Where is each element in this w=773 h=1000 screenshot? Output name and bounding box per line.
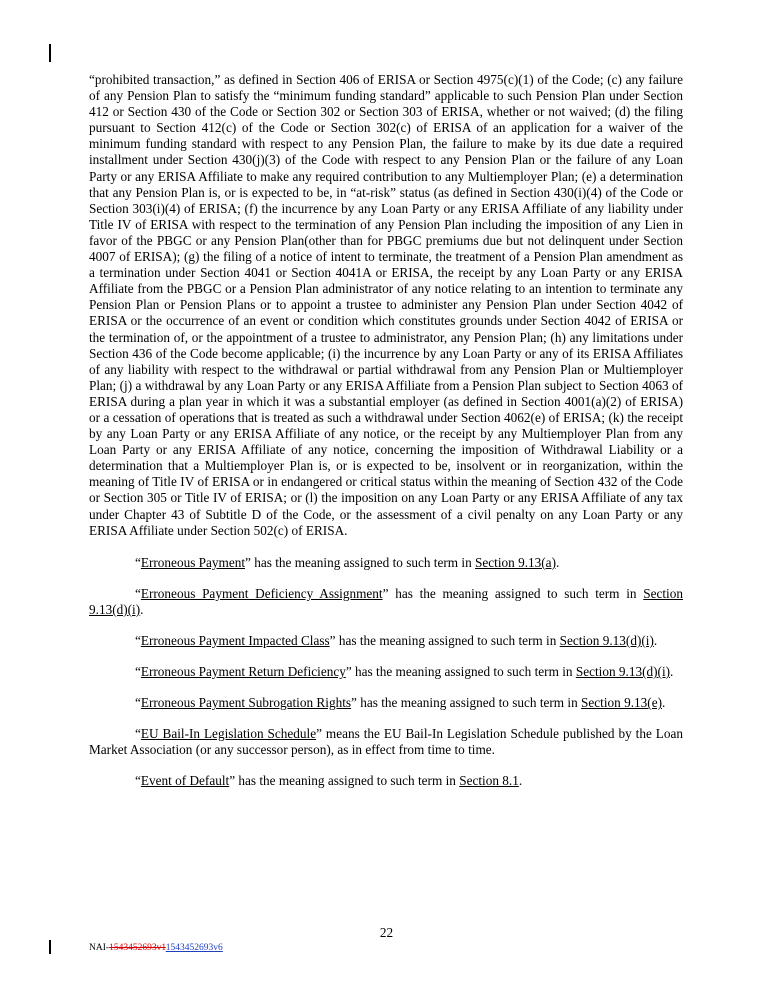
definition-erroneous-payment-subrogation-rights: “Erroneous Payment Subrogation Rights” has the meaning assigned to such term in Section 9.13(e). — [135, 695, 666, 711]
change-bar-top — [49, 44, 51, 62]
definition-erroneous-payment: “Erroneous Payment” has the meaning assigned to such term in Section 9.13(a). — [135, 554, 560, 570]
document-id: NAI-1543452693v11543452693v6 — [89, 943, 223, 953]
erisa-event-paragraph: “prohibited transaction,” as defined in Section 406 of ERISA or Section 4975(c)(1) of the Code; (c) any failure of any Pension Plan to satisfy the “minimum funding standard” applicable to such Pension Plan under Section 412 or Section 430 of the Code or Section 302 or Section 303 of ERISA, whether or not waived; (d) the filing pursuant to Section 412(c) of the Code or Section 302(c) of ERISA of an application for a waiver of the minimum funding standard with respect to any Pension Plan, the failure to make by its due date a required installment under Section 430(j)(3) of the Code with respect to any Pension Plan or the failure of any Loan Party or any ERISA Affiliate to make any required contribution to any Multiemployer Plan; (e) a determination that any Pension Plan is, or is expected to be, in “at-risk” status (as defined in Section 430(i)(4) of the Code or Section 303(i)(4) of ERISA; (f) the incurrence by any Loan Party or any ERISA Affiliate of any liability under Title IV of ERISA with respect to the termination of any Pension Plan including the imposition of any Lien in favor of the PBGC or any Pension Plan(other than for PBGC premiums due but not delinquent under Section 4007 of ERISA); (g) the filing of a notice of intent to terminate, the treatment of a Pension Plan amendment as a termination under Section 4041 or Section 4041A or ERISA, the receipt by any Loan Party or any ERISA Affiliate from the PBGC or a Pension Plan administrator of any notice relating to an intention to terminate any Pension Plan or Pension Plans or to appoint a trustee to administer any Pension Plan under Section 4042 of ERISA or the occurrence of an event or condition which constitutes grounds under Section 4042 of ERISA or the termination of, or the appointment of a trustee to administrator, any Pension Plan; (h) any limitations under Section 436 of the Code become applicable; (i) the incurrence by any Loan Party or any of its ERISA Affiliates of any liability with respect to the withdrawal or partial withdrawal from any Pension Plan or Multiemployer Plan; (j) a withdrawal by any Loan Party or any ERISA Affiliate from a Pension Plan subject to Section 4063 of ERISA during a plan year in which it was a substantial employer (as defined in Section 4001(a)(2) of ERISA) or a cessation of operations that is treated as such a withdrawal under Section 4062(e) of ERISA; (k) the receipt by any Loan Party or any ERISA Affiliate of any notice, or the receipt by any Multiemployer Plan from any Loan Party or any ERISA Affiliate of any notice, concerning the imposition of Withdrawal Liability or a determination that a Multiemployer Plan is, or is expected to be, insolvent or in reorganization, within the meaning of Title IV of ERISA or in endangered or critical status within the meaning of Section 432 of the Code or Section 305 or Title IV of ERISA; or (l) the imposition on any Loan Party or any ERISA Affiliate of any tax under Chapter 43 of Subtitle D of the Code, or the assessment of a civil penalty on any Loan Party or any ERISA Affiliate under Section 502(c) of ERISA. — [89, 72, 683, 538]
definition-erroneous-payment-impacted-class: “Erroneous Payment Impacted Class” has the meaning assigned to such term in Section 9.13(d)(i). — [135, 633, 658, 648]
definition-eu-bail-in-legislation-schedule: “EU Bail-In Legislation Schedule” means the EU Bail-In Legislation Schedule published by the Loan Market Association (or any successor person), as in effect from time to time. — [89, 726, 683, 758]
doc-id-inserted: 1543452693v6 — [165, 943, 223, 953]
definition-erroneous-payment-deficiency-assignment: “Erroneous Payment Deficiency Assignment” has the meaning assigned to such term in Section 9.13(d)(i). — [89, 585, 683, 617]
change-bar-bottom — [49, 940, 51, 954]
doc-id-deleted: 1543452693v1 — [109, 943, 166, 953]
definition-event-of-default: “Event of Default” has the meaning assigned to such term in Section 8.1. — [135, 773, 523, 789]
page-number: 22 — [379, 925, 394, 940]
document-body — [89, 72, 683, 790]
definition-erroneous-payment-return-deficiency: “Erroneous Payment Return Deficiency” has the meaning assigned to such term in Section 9.13(d)(i). — [135, 664, 674, 680]
